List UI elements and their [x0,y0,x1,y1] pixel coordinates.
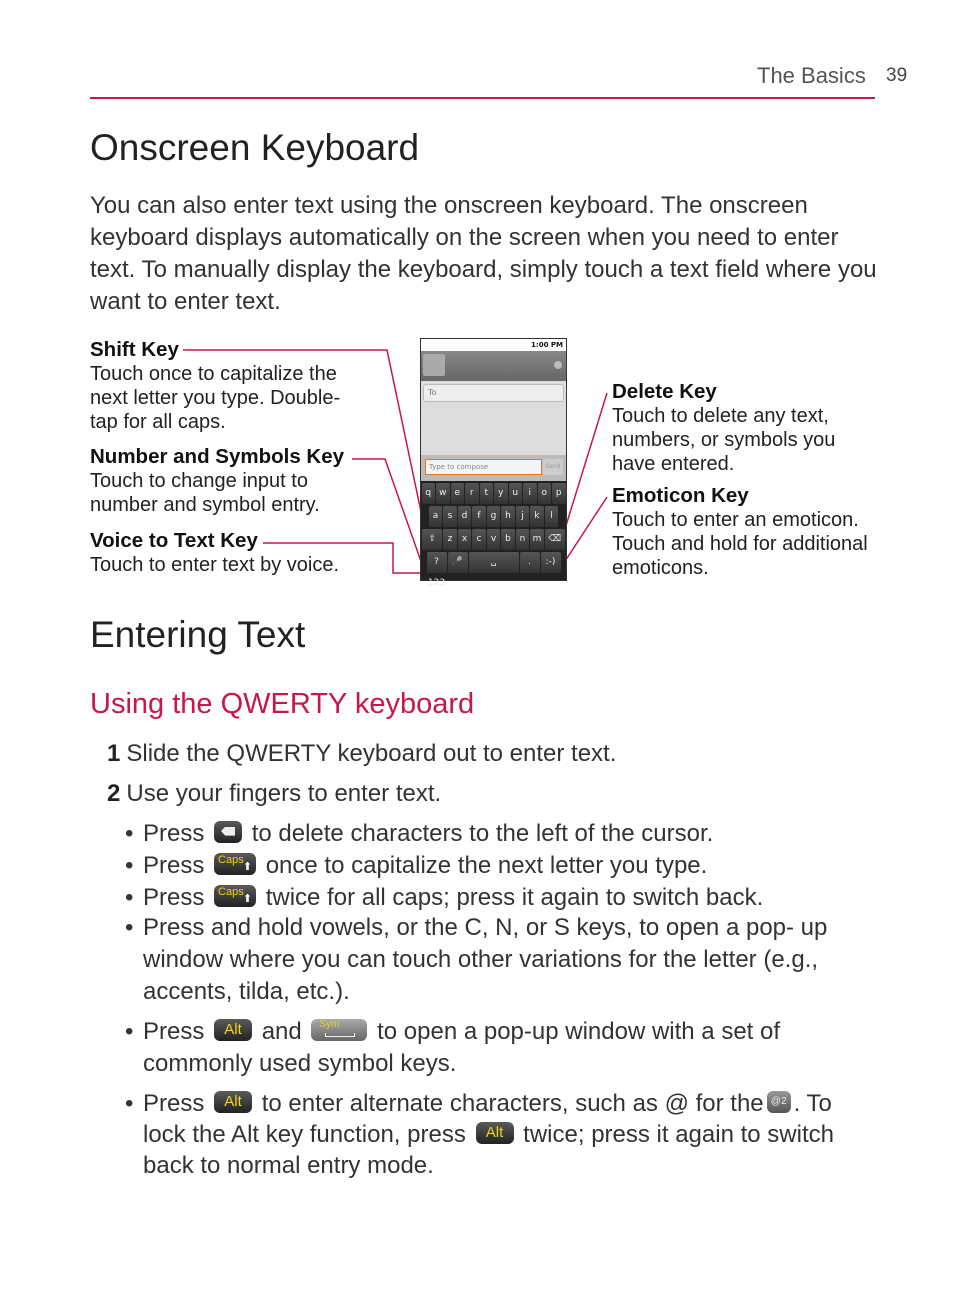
key: c [472,529,486,550]
keyboard-row [421,483,566,504]
shift-key-annotation [90,338,390,434]
step-text: Use your fingers to enter text. [126,780,442,807]
key: i [523,483,537,504]
annotation-title: Shift Key [90,338,179,361]
key: :-) [541,552,561,573]
caps-key-icon: Caps ⬆ [214,853,256,875]
key: g [487,506,501,527]
key: ␣ [469,552,519,573]
clock: 1:00 PM [531,341,563,349]
delete-key-icon [214,821,242,843]
voice-key-annotation [90,529,390,577]
annotation-text: Touch to delete any text, numbers, or symbols you have entered. [612,405,836,475]
onscreen-keyboard [421,481,566,588]
annotation-title: Delete Key [612,380,717,403]
delete-callout-line [560,393,607,545]
sym-key-icon: Sym [311,1019,367,1041]
delete-key-annotation [612,380,862,476]
compose-field: Type to compose [425,459,542,475]
key: z [443,529,457,550]
keyboard-row [421,529,566,550]
key: y [494,483,508,504]
key: . [520,552,540,573]
annotation-title: Number and Symbols Key [90,445,345,468]
bullet-alt-sym: • Press Alt and Sym to open a pop-up window with a set of commonly used symbol keys. [125,1018,781,1077]
key: a [429,506,443,527]
key: ⌫ [545,529,565,550]
phone-screenshot [420,338,567,588]
bullet-caps-once: • Press Caps ⬆ once to capitalize the next letter you type. [125,852,708,879]
annotation-title: Voice to Text Key [90,529,258,552]
key: o [538,483,552,504]
key: e [451,483,465,504]
key: b [501,529,515,550]
bullet-caps-twice: • Press Caps ⬆ twice for all caps; press it again to switch back. [125,884,764,911]
step-number: 2 [107,780,121,807]
key: d [458,506,472,527]
key: ⇧ [422,529,442,550]
page-title: Onscreen Keyboard [90,127,420,168]
key: v [487,529,501,550]
to-field: To [423,384,564,402]
emoticon-key-annotation [612,484,887,580]
alt-key-icon: Alt [476,1122,514,1144]
key: k [530,506,544,527]
key: r [465,483,479,504]
caps-key-icon: Caps ⬆ [214,885,256,907]
intro-paragraph: You can also enter text using the onscreen keyboard. The onscreen keyboard displays automatically on the screen when you need to enter text. To manually display the keyboard, simply touch a text field where you want to enter text. [90,192,877,315]
key: l [545,506,559,527]
key: t [480,483,494,504]
annotation-text: Touch to enter text by voice. [90,554,340,576]
annotation-text: Touch to enter an emoticon. Touch and hold for additional emoticons. [612,509,868,579]
step-2 [107,780,441,808]
annotation-text: Touch to change input to number and symbol entry. [90,470,320,516]
compose-bar [421,455,566,481]
at-2-key-icon: @2 [767,1091,791,1113]
section-title: Entering Text [90,614,306,655]
key: x [458,529,472,550]
step-number: 1 [107,740,121,767]
keyboard-row [421,552,566,588]
key: s [443,506,457,527]
key: q [422,483,436,504]
bullet-hold-vowels: • Press and hold vowels, or the C, N, or S keys, to open a pop- up window where you can touch other variations for the letter (e.g., accents, tilda, etc.). [125,914,828,1005]
subsection-title: Using the QWERTY keyboard [90,688,475,720]
close-icon [554,361,562,369]
key: w [436,483,450,504]
send-button: Send [543,459,563,475]
step-text: Slide the QWERTY keyboard out to enter text. [126,740,617,767]
key: f [472,506,486,527]
alt-key-icon: Alt [214,1019,252,1041]
number-key-annotation [90,445,390,517]
status-bar [421,339,566,351]
key: ?123 [427,552,447,573]
bullet-delete: • Press to delete characters to the left of the cursor. [125,820,714,847]
key: u [509,483,523,504]
key: j [516,506,530,527]
step-1 [107,740,616,768]
message-titlebar [421,351,566,381]
page-number: 39 [886,65,908,86]
key: n [516,529,530,550]
contact-avatar [423,354,445,376]
keyboard-row [421,506,566,527]
key: 🎤 [448,552,468,573]
key: m [530,529,544,550]
alt-key-icon: Alt [214,1091,252,1113]
key: p [552,483,566,504]
section-header: The Basics [757,63,866,88]
key: h [501,506,515,527]
annotation-text: Touch once to capitalize the next letter you type. Double-tap for all caps. [90,363,341,433]
bullet-alt-chars: • Press Alt to enter alternate characters, such as @ for the @2 . To lock the Alt key function, press Alt twice; press it again to switch back to normal entry mode. [125,1090,834,1179]
annotation-title: Emoticon Key [612,484,749,507]
